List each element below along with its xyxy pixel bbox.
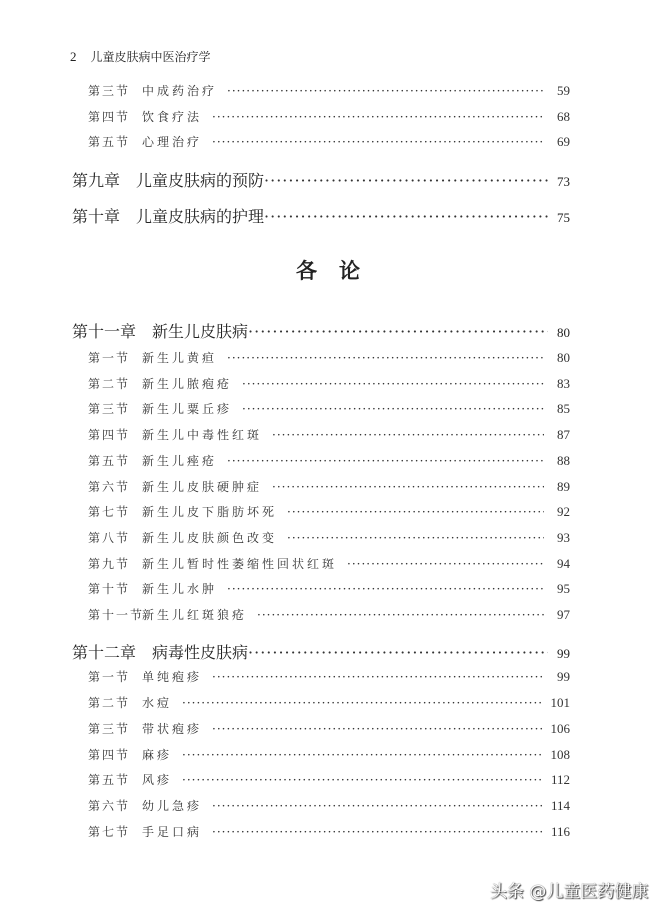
watermark: 头条 @儿童医药健康	[490, 882, 649, 902]
entry-title: 新生儿皮肤颜色改变	[142, 531, 278, 545]
entry-page: 95	[557, 581, 570, 596]
toc-section-entry	[88, 555, 570, 572]
entry-label: 第五节	[88, 773, 131, 787]
toc-section-entry	[88, 606, 570, 623]
entry-title: 新生儿痤疮	[142, 454, 218, 468]
entry-page: 89	[557, 479, 570, 494]
toc-chapter-entry	[72, 168, 570, 191]
toc-chapter-entry	[72, 640, 570, 663]
entry-title: 新生儿皮肤硬肿症	[142, 480, 263, 494]
toc-section-entry	[88, 452, 570, 469]
entry-title: 新生儿脓疱疮	[142, 377, 233, 391]
dot-leader	[182, 748, 544, 762]
entry-page: 93	[557, 530, 570, 545]
entry-title: 新生儿水肿	[142, 582, 218, 596]
toc-section-entry	[88, 529, 570, 546]
entry-page: 92	[557, 504, 570, 519]
toc-chapter-entry	[72, 204, 570, 227]
entry-title: 新生儿皮下脂肪坏死	[142, 505, 278, 519]
dot-leader	[257, 608, 544, 622]
entry-page: 68	[557, 109, 570, 124]
toc-section-entry	[88, 478, 570, 495]
toc-section-entry	[88, 133, 570, 150]
entry-page: 80	[557, 350, 570, 365]
entry-label: 第十节	[88, 582, 131, 596]
entry-title: 病毒性皮肤病	[152, 643, 249, 662]
toc-section-entry	[88, 426, 570, 443]
dot-leader	[242, 402, 544, 416]
page-number: 2	[70, 49, 77, 64]
entry-title: 新生儿黄疸	[142, 351, 218, 365]
entry-title: 风疹	[142, 773, 173, 787]
entry-label: 第二节	[88, 377, 131, 391]
entry-label: 第七节	[88, 825, 131, 839]
entry-title: 中成药治疗	[142, 84, 218, 98]
entry-page: 99	[557, 646, 570, 661]
dot-leader	[227, 84, 544, 98]
dot-leader	[287, 505, 544, 519]
entry-title: 新生儿皮肤病	[152, 322, 249, 341]
entry-title: 新生儿红斑狼疮	[142, 608, 248, 622]
entry-title: 新生儿中毒性红斑	[142, 428, 263, 442]
dot-leader	[227, 454, 544, 468]
toc-section-entry	[88, 580, 570, 597]
dot-leader	[347, 557, 544, 571]
entry-title: 饮食疗法	[142, 110, 203, 124]
dot-leader	[287, 531, 544, 545]
toc-section-entry	[88, 771, 570, 788]
entry-title: 儿童皮肤病的预防	[136, 171, 265, 190]
entry-label: 第十一节	[88, 608, 145, 622]
entry-title: 麻疹	[142, 748, 173, 762]
dot-leader	[212, 670, 544, 684]
entry-page: 94	[557, 556, 570, 571]
toc-section-entry	[88, 82, 570, 99]
entry-label: 第五节	[88, 135, 131, 149]
dot-leader	[212, 135, 544, 149]
dot-leader	[272, 428, 544, 442]
entry-label: 第六节	[88, 480, 131, 494]
toc-section-entry	[88, 503, 570, 520]
entry-page: 83	[557, 376, 570, 391]
entry-page: 75	[557, 210, 570, 225]
dot-leader	[227, 582, 544, 596]
toc-section-entry	[88, 797, 570, 814]
entry-label: 第九节	[88, 557, 131, 571]
entry-page: 114	[550, 798, 570, 813]
entry-page: 108	[550, 747, 570, 762]
entry-label: 第三节	[88, 84, 131, 98]
entry-label: 第一节	[88, 351, 131, 365]
entry-label: 第三节	[88, 402, 131, 416]
entry-title: 新生儿暂时性萎缩性回状红斑	[142, 557, 338, 571]
running-header	[70, 48, 211, 65]
entry-title: 带状疱疹	[142, 722, 203, 736]
toc-section-entry	[88, 400, 570, 417]
entry-page: 87	[557, 427, 570, 442]
entry-label: 第二节	[88, 696, 131, 710]
dot-leader	[242, 377, 544, 391]
toc-section-entry	[88, 720, 570, 737]
entry-page: 88	[557, 453, 570, 468]
entry-page: 69	[557, 134, 570, 149]
entry-page: 112	[550, 772, 570, 787]
dot-leader	[248, 643, 548, 662]
entry-page: 99	[557, 669, 570, 684]
entry-label: 第七节	[88, 505, 131, 519]
entry-label: 第四节	[88, 428, 131, 442]
dot-leader	[227, 351, 544, 365]
toc-section-entry	[88, 668, 570, 685]
dot-leader	[248, 322, 548, 341]
entry-page: 80	[557, 325, 570, 340]
entry-label: 第六节	[88, 799, 131, 813]
toc-section-entry	[88, 108, 570, 125]
dot-leader	[182, 773, 544, 787]
toc-section-entry	[88, 349, 570, 366]
entry-label: 第十二章	[72, 643, 137, 662]
dot-leader	[212, 722, 544, 736]
entry-label: 第五节	[88, 454, 131, 468]
part-title: 各论	[296, 258, 382, 283]
entry-title: 单纯疱疹	[142, 670, 203, 684]
entry-label: 第三节	[88, 722, 131, 736]
toc-section-entry	[88, 375, 570, 392]
dot-leader	[212, 825, 544, 839]
entry-title: 水痘	[142, 696, 173, 710]
entry-label: 第十一章	[72, 322, 137, 341]
entry-label: 第九章	[72, 171, 121, 190]
entry-label: 第四节	[88, 748, 131, 762]
dot-leader	[212, 799, 544, 813]
toc-chapter-entry	[72, 319, 570, 342]
dot-leader	[212, 110, 544, 124]
entry-page: 73	[557, 174, 570, 189]
entry-page: 97	[557, 607, 570, 622]
toc-section-entry	[88, 746, 570, 763]
entry-page: 106	[550, 721, 570, 736]
entry-label: 第十章	[72, 207, 121, 226]
dot-leader	[182, 696, 544, 710]
dot-leader	[272, 480, 544, 494]
dot-leader	[264, 171, 548, 190]
dot-leader	[264, 207, 548, 226]
entry-title: 儿童皮肤病的护理	[136, 207, 265, 226]
entry-label: 第一节	[88, 670, 131, 684]
entry-page: 116	[550, 824, 570, 839]
entry-title: 幼儿急疹	[142, 799, 203, 813]
entry-title: 新生儿粟丘疹	[142, 402, 233, 416]
book-title: 儿童皮肤病中医治疗学	[90, 50, 211, 64]
entry-label: 第四节	[88, 110, 131, 124]
entry-title: 心理治疗	[142, 135, 203, 149]
entry-title: 手足口病	[142, 825, 203, 839]
entry-page: 101	[550, 695, 570, 710]
entry-label: 第八节	[88, 531, 131, 545]
entry-page: 85	[557, 401, 570, 416]
entry-page: 59	[557, 83, 570, 98]
toc-section-entry	[88, 694, 570, 711]
toc-section-entry	[88, 823, 570, 840]
